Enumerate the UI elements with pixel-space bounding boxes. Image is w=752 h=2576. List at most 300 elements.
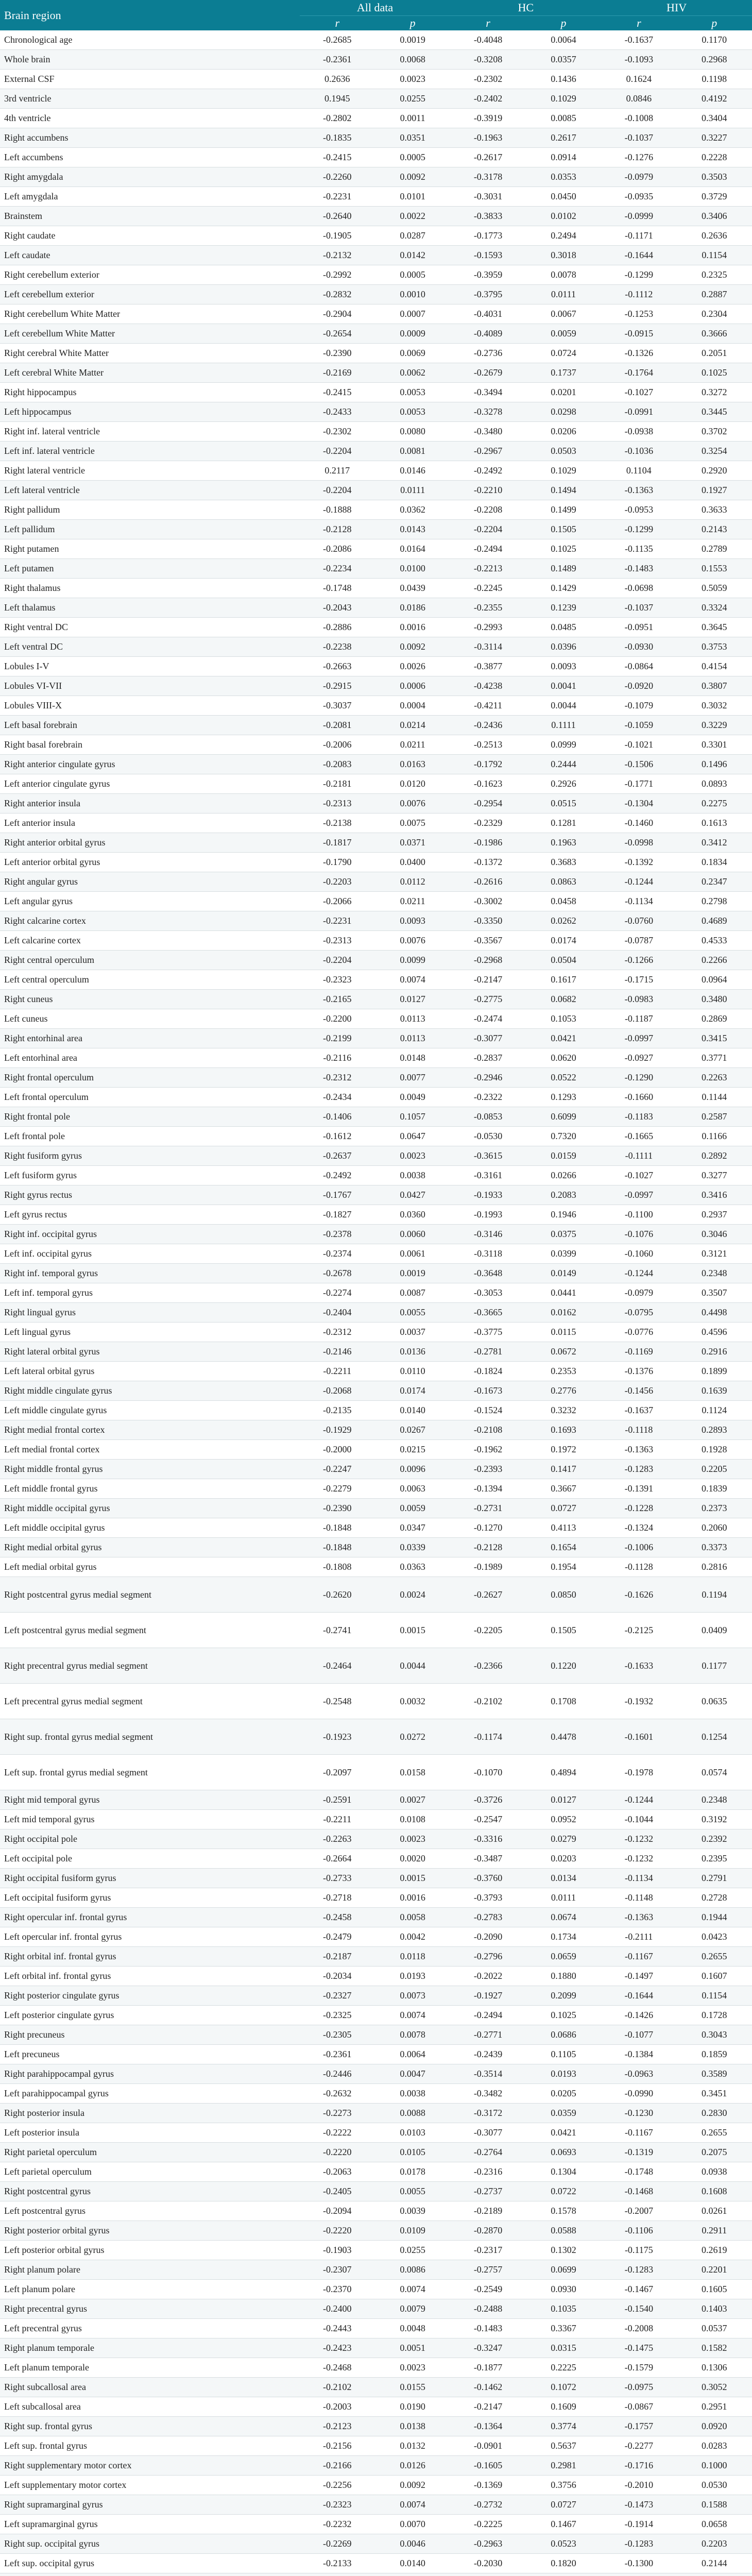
p-all-cell: 0.0019 [375,30,450,50]
r-all-cell: -0.2156 [300,2436,375,2456]
r-all-cell: -0.2915 [300,676,375,696]
p-hc-cell: 0.0515 [526,794,601,814]
table-row [0,892,752,911]
p-hiv-cell: 0.2201 [677,2260,752,2280]
r-hiv-cell: -0.0930 [601,637,676,657]
r-hc-cell: -0.3031 [450,187,525,207]
r-hc-cell: -0.2967 [450,442,525,461]
p-all-cell: 0.0053 [375,402,450,422]
table-row [0,1518,752,1538]
p-all-cell: 0.0174 [375,1381,450,1401]
region-cell: Right anterior orbital gyrus [0,833,300,853]
p-all-cell: 0.0126 [375,2456,450,2476]
p-hiv-cell: 0.3373 [677,1538,752,1557]
table-row [0,1029,752,1048]
r-all-cell: -0.1827 [300,1205,375,1225]
region-cell: External CSF [0,70,300,89]
region-cell: Left inf. temporal gyrus [0,1283,300,1303]
r-hiv-cell: -0.0951 [601,618,676,637]
p-all-cell: 0.0069 [375,344,450,363]
r-hiv-cell: -0.1266 [601,951,676,970]
p-hiv-cell: 0.2636 [677,226,752,246]
region-cell: Whole brain [0,50,300,70]
region-cell: Right medial frontal cortex [0,1420,300,1440]
p-hiv-cell: 0.0530 [677,2476,752,2495]
table-row [0,1927,752,1947]
r-hiv-cell: -0.1540 [601,2299,676,2319]
header-group-all-data: All data [300,0,451,16]
r-hc-cell: -0.0901 [450,2436,525,2456]
r-hc-cell: -0.1623 [450,774,525,794]
r-hiv-cell: -0.1077 [601,2025,676,2045]
region-cell: Left accumbens [0,148,300,167]
p-hiv-cell: 0.1194 [677,1577,752,1613]
table-row [0,2280,752,2299]
r-all-cell: -0.1929 [300,1420,375,1440]
r-hiv-cell: -0.0864 [601,657,676,676]
r-hc-cell: -0.3077 [450,2123,525,2143]
r-hc-cell: -0.2213 [450,559,525,579]
r-all-cell: -0.2263 [300,1829,375,1849]
p-hc-cell: 0.1053 [526,1009,601,1029]
p-hiv-cell: 0.3451 [677,2084,752,2104]
region-cell [0,2573,300,2576]
p-all-cell: 0.0163 [375,755,450,774]
r-hc-cell: -0.2108 [450,1420,525,1440]
p-hiv-cell: 0.2075 [677,2143,752,2162]
r-hiv-cell: -0.1232 [601,1829,676,1849]
r-all-cell: -0.2086 [300,539,375,559]
r-hc-cell: -0.2547 [450,1810,525,1829]
r-hc-cell: -0.3208 [450,50,525,70]
r-hc-cell: -0.3487 [450,1849,525,1869]
r-all-cell: -0.2204 [300,481,375,500]
p-hc-cell: 0.0162 [526,1303,601,1323]
r-hiv-cell: -0.1112 [601,285,676,304]
table-row [0,1048,752,1068]
r-hc-cell: -0.1986 [450,833,525,853]
p-hiv-cell: 0.0261 [677,2201,752,2221]
region-cell: Right putamen [0,539,300,559]
r-hiv-cell: -0.1660 [601,1088,676,1107]
r-all-cell: -0.2274 [300,1283,375,1303]
r-all-cell: -0.1888 [300,500,375,520]
p-all-cell: 0.1057 [375,1107,450,1127]
table-row [0,755,752,774]
table-row [0,363,752,383]
r-hc-cell: -0.1927 [450,1986,525,2006]
p-hc-cell: 0.2353 [526,1362,601,1381]
r-hc-cell: -0.2147 [450,2397,525,2417]
p-all-cell: 0.0037 [375,1323,450,1342]
region-cell: Left anterior orbital gyrus [0,853,300,872]
p-hc-cell: 0.1654 [526,1538,601,1557]
r-all-cell: -0.2211 [300,1362,375,1381]
table-row [0,1303,752,1323]
region-cell: Right cerebellum White Matter [0,304,300,324]
p-hc-cell: 0.1281 [526,814,601,833]
table-row [0,1613,752,1648]
table-row [0,2143,752,2162]
r-hc-cell: -0.4031 [450,304,525,324]
table-row [0,109,752,128]
p-hc-cell: 0.0127 [526,1790,601,1810]
p-all-cell: 0.0155 [375,2378,450,2397]
region-cell: Left orbital inf. frontal gyrus [0,1967,300,1986]
p-hiv-cell: 0.5059 [677,579,752,598]
p-all-cell: 0.0092 [375,167,450,187]
p-hiv-cell: 0.1607 [677,1967,752,1986]
r-all-cell: -0.2043 [300,598,375,618]
table-row [0,1401,752,1420]
r-hc-cell: -0.4089 [450,324,525,344]
r-hc-cell: -0.3833 [450,207,525,226]
p-hc-cell: 0.0522 [526,1068,601,1088]
r-hc-cell: -0.2963 [450,2534,525,2554]
r-all-cell: -0.2637 [300,1146,375,1166]
table-row [0,128,752,148]
r-all-cell: -0.2313 [300,794,375,814]
r-all-cell: -0.2685 [300,30,375,50]
r-all-cell: -0.2146 [300,1342,375,1362]
p-hc-cell: 0.1734 [526,1927,601,1947]
p-hc-cell: 0.1025 [526,2006,601,2025]
r-all-cell: -0.2222 [300,2123,375,2143]
p-all-cell: 0.0006 [375,676,450,696]
p-hc-cell: 0.1708 [526,1684,601,1719]
table-row [0,2476,752,2495]
p-hiv-cell: 0.1025 [677,363,752,383]
p-all-cell: 0.0070 [375,2515,450,2534]
table-row [0,1947,752,1967]
r-all-cell: -0.2446 [300,2064,375,2084]
p-hc-cell: 0.1617 [526,970,601,990]
p-hc-cell: 0.0863 [526,872,601,892]
p-all-cell: 0.0073 [375,1986,450,2006]
region-cell: Left precuneus [0,2045,300,2064]
r-hiv-cell: -0.1764 [601,363,676,383]
r-hc-cell: -0.1933 [450,1185,525,1205]
region-cell: Left supramarginal gyrus [0,2515,300,2534]
table-row [0,2417,752,2436]
p-hc-cell: 0.1239 [526,598,601,618]
r-hc-cell: -0.0853 [450,1107,525,1127]
p-all-cell: 0.0005 [375,265,450,285]
r-hiv-cell: -0.1665 [601,1127,676,1146]
table-row [0,1648,752,1684]
region-cell: Right medial orbital gyrus [0,1538,300,1557]
r-hc-cell: -0.2147 [450,970,525,990]
region-cell: Right fusiform gyrus [0,1146,300,1166]
r-hiv-cell: -0.0935 [601,187,676,207]
p-hc-cell: 0.0064 [526,30,601,50]
header-r-hc: r [450,16,525,31]
r-hiv-cell: -0.0979 [601,1283,676,1303]
r-all-cell: -0.2479 [300,1927,375,1947]
r-hc-cell: -0.2781 [450,1342,525,1362]
r-hc-cell: -0.2732 [450,2495,525,2515]
p-hc-cell: 0.0357 [526,50,601,70]
p-hiv-cell: 0.2911 [677,2221,752,2241]
p-hiv-cell: 0.3771 [677,1048,752,1068]
p-all-cell: 0.0026 [375,657,450,676]
r-hc-cell: -0.2316 [450,2162,525,2182]
table-row [0,1810,752,1829]
table-row [0,1888,752,1908]
p-hiv-cell: 0.3192 [677,1810,752,1829]
r-hc-cell: -0.2317 [450,2241,525,2260]
table-row [0,618,752,637]
r-hiv-cell: -0.2008 [601,2319,676,2338]
r-hiv-cell: -0.1506 [601,755,676,774]
r-hiv-cell: -0.1044 [601,1810,676,1829]
p-hc-cell: 0.0396 [526,637,601,657]
region-cell: Right posterior orbital gyrus [0,2221,300,2241]
r-hiv-cell: -0.1076 [601,1225,676,1244]
p-hc-cell: 0.0279 [526,1829,601,1849]
r-hc-cell: -0.3775 [450,1323,525,1342]
p-hc-cell: 0.2225 [526,2358,601,2378]
p-hc-cell: 0.0149 [526,1264,601,1283]
p-hiv-cell: 0.3633 [677,500,752,520]
r-all-cell: -0.2181 [300,774,375,794]
p-all-cell: 0.0109 [375,2221,450,2241]
r-hc-cell: -0.2494 [450,539,525,559]
r-hc-cell: -0.2627 [450,1577,525,1613]
r-hiv-cell: -0.1460 [601,814,676,833]
table-row [0,500,752,520]
p-hiv-cell: 0.1582 [677,2338,752,2358]
region-cell: Right middle frontal gyrus [0,1460,300,1479]
p-hiv-cell: 0.2143 [677,520,752,539]
region-cell: Left angular gyrus [0,892,300,911]
p-hiv-cell: 0.1124 [677,1401,752,1420]
p-hc-cell: 0.1505 [526,520,601,539]
p-hc-cell: 0.1293 [526,1088,601,1107]
r-hc-cell: -0.3114 [450,637,525,657]
p-hiv-cell: 0.2789 [677,539,752,559]
p-hiv-cell: 0.2275 [677,794,752,814]
p-hc-cell: 0.4478 [526,1719,601,1755]
r-hiv-cell: -0.1716 [601,2456,676,2476]
r-hiv-cell: -0.1715 [601,970,676,990]
table-row [0,1068,752,1088]
p-hc-cell: 0.0727 [526,2495,601,2515]
r-hc-cell: -0.3480 [450,422,525,442]
p-hiv-cell: 0.3589 [677,2064,752,2084]
region-cell: Left putamen [0,559,300,579]
p-hc-cell: 0.6099 [526,1107,601,1127]
p-hiv-cell: 0.3753 [677,637,752,657]
p-hc-cell: 0.0693 [526,2143,601,2162]
r-all-cell: -0.2232 [300,2515,375,2534]
p-hiv-cell: 0.1166 [677,1127,752,1146]
p-hc-cell: 0.0722 [526,2182,601,2201]
r-all-cell: -0.2464 [300,1648,375,1684]
p-all-cell: 0.0100 [375,559,450,579]
r-all-cell: -0.2279 [300,1479,375,1499]
r-all-cell: -0.2302 [300,422,375,442]
region-cell: Left sup. occipital gyrus [0,2554,300,2573]
p-all-cell: 0.0058 [375,1908,450,1927]
r-hiv-cell: -0.1244 [601,1264,676,1283]
r-all-cell: -0.2273 [300,2104,375,2123]
r-hc-cell: -0.3002 [450,892,525,911]
p-hiv-cell: 0.2587 [677,1107,752,1127]
region-cell: Left opercular inf. frontal gyrus [0,1927,300,1947]
p-hiv-cell: 0.3807 [677,676,752,696]
r-all-cell: -0.2220 [300,2221,375,2241]
r-all-cell: -0.2211 [300,1810,375,1829]
p-all-cell: 0.0255 [375,89,450,109]
table-row [0,833,752,853]
p-hc-cell: 0.2981 [526,2456,601,2476]
p-hiv-cell: 0.3702 [677,422,752,442]
header-p-all: p [375,16,450,31]
p-hc-cell: 0.0504 [526,951,601,970]
p-all-cell: 0.0092 [375,637,450,657]
table-row [0,1420,752,1440]
p-all-cell: 0.0009 [375,324,450,344]
p-hc-cell: 0.0421 [526,1029,601,1048]
p-hc-cell: 0.1436 [526,70,601,89]
table-row [0,676,752,696]
table-row [0,2358,752,2378]
region-cell: Left anterior cingulate gyrus [0,774,300,794]
table-row [0,187,752,207]
p-all-cell: 0.0042 [375,1927,450,1947]
region-cell: Left precentral gyrus [0,2319,300,2338]
p-all-cell: 0.0077 [375,1068,450,1088]
p-all-cell: 0.0079 [375,2299,450,2319]
r-all-cell: -0.2663 [300,657,375,676]
p-hc-cell: 0.0201 [526,383,601,402]
r-hc-cell: -0.2030 [450,2554,525,2573]
p-all-cell: 0.0113 [375,1009,450,1029]
r-all-cell: -0.2097 [300,1755,375,1790]
p-hc-cell: 0.0421 [526,2123,601,2143]
r-hiv-cell: -0.1232 [601,1849,676,1869]
p-all-cell: 0.0214 [375,716,450,735]
table-row [0,2515,752,2534]
p-hc-cell: 0.2926 [526,774,601,794]
region-cell: Left parahippocampal gyrus [0,2084,300,2104]
r-hiv-cell: -0.1171 [601,226,676,246]
region-cell: Left pallidum [0,520,300,539]
region-cell: Left sup. frontal gyrus medial segment [0,1755,300,1790]
table-row [0,1986,752,2006]
region-cell: Right occipital pole [0,1829,300,1849]
r-hc-cell: -0.2474 [450,1009,525,1029]
p-hc-cell: 0.1609 [526,2397,601,2417]
table-row [0,1107,752,1127]
p-all-cell: 0.0022 [375,207,450,226]
r-hiv-cell: -0.0997 [601,1029,676,1048]
p-hiv-cell: 0.2203 [677,2534,752,2554]
r-hiv-cell: -0.0776 [601,1323,676,1342]
region-cell: Right inf. temporal gyrus [0,1264,300,1283]
p-hiv-cell: 0.2325 [677,265,752,285]
r-hc-cell: -0.2775 [450,990,525,1009]
r-hc-cell: -0.3648 [450,1264,525,1283]
p-all-cell: 0.0148 [375,1048,450,1068]
r-hc-cell: -0.3482 [450,2084,525,2104]
r-hiv-cell: -0.1175 [601,2241,676,2260]
p-all-cell: 0.0011 [375,109,450,128]
r-all-cell: -0.2323 [300,970,375,990]
p-all-cell: 0.0132 [375,2436,450,2456]
r-hc-cell: -0.2737 [450,2182,525,2201]
p-all-cell: 0.0076 [375,794,450,814]
table-row [0,1362,752,1381]
p-hiv-cell: 0.1306 [677,2358,752,2378]
table-row [0,2201,752,2221]
r-all-cell: -0.1835 [300,128,375,148]
r-all-cell: -0.2390 [300,1499,375,1518]
region-cell: Left cerebellum White Matter [0,324,300,344]
p-all-cell: 0.0039 [375,2201,450,2221]
header-row-groups [0,0,752,16]
r-all-cell: -0.2256 [300,2476,375,2495]
r-hc-cell: -0.2204 [450,520,525,539]
r-all-cell: -0.2802 [300,109,375,128]
r-hc-cell: -0.1673 [450,1381,525,1401]
r-hc-cell: -0.1462 [450,2378,525,2397]
region-cell: Lobules I-V [0,657,300,676]
p-hiv-cell: 0.0964 [677,970,752,990]
table-row [0,931,752,951]
region-cell: Left middle cingulate gyrus [0,1401,300,1420]
p-hc-cell: 0.0298 [526,402,601,422]
table-row [0,774,752,794]
r-all-cell: -0.1748 [300,579,375,598]
r-hc-cell: -0.3760 [450,1869,525,1888]
r-hiv-cell: -0.1169 [601,1342,676,1362]
r-all-cell: -0.2361 [300,50,375,70]
r-hiv-cell: -0.1384 [601,2045,676,2064]
p-all-cell: 0.0032 [375,1684,450,1719]
r-hc-cell: -0.1593 [450,246,525,265]
r-all-cell: -0.2390 [300,344,375,363]
p-hc-cell: 0.0674 [526,1908,601,1927]
region-cell: Right ventral DC [0,618,300,637]
r-all-cell: -0.2992 [300,265,375,285]
r-hc-cell: -0.1773 [450,226,525,246]
p-hc-cell: 0.3774 [526,2417,601,2436]
r-hc-cell: -0.1989 [450,1557,525,1577]
region-cell: Right caudate [0,226,300,246]
region-cell: Right postcentral gyrus [0,2182,300,2201]
region-cell: Right orbital inf. frontal gyrus [0,1947,300,1967]
region-cell: Right opercular inf. frontal gyrus [0,1908,300,1927]
region-cell: Right sup. occipital gyrus [0,2534,300,2554]
r-hiv-cell: -0.1093 [601,50,676,70]
r-all-cell: -0.2003 [300,2397,375,2417]
p-hiv-cell: 0.2951 [677,2397,752,2417]
p-all-cell: 0.0004 [375,696,450,716]
region-cell: Left medial orbital gyrus [0,1557,300,1577]
r-hiv-cell: -0.1128 [601,1557,676,1577]
r-hiv-cell: -0.1134 [601,1869,676,1888]
r-hc-cell: -0.2870 [450,2221,525,2241]
r-hiv-cell: -0.1637 [601,30,676,50]
r-all-cell: -0.2166 [300,2456,375,2476]
r-hc-cell: -0.1483 [450,2319,525,2338]
table-row [0,148,752,167]
p-all-cell: 0.0096 [375,1460,450,1479]
p-hiv-cell: 0.3043 [677,2025,752,2045]
p-hiv-cell: 0.3272 [677,383,752,402]
